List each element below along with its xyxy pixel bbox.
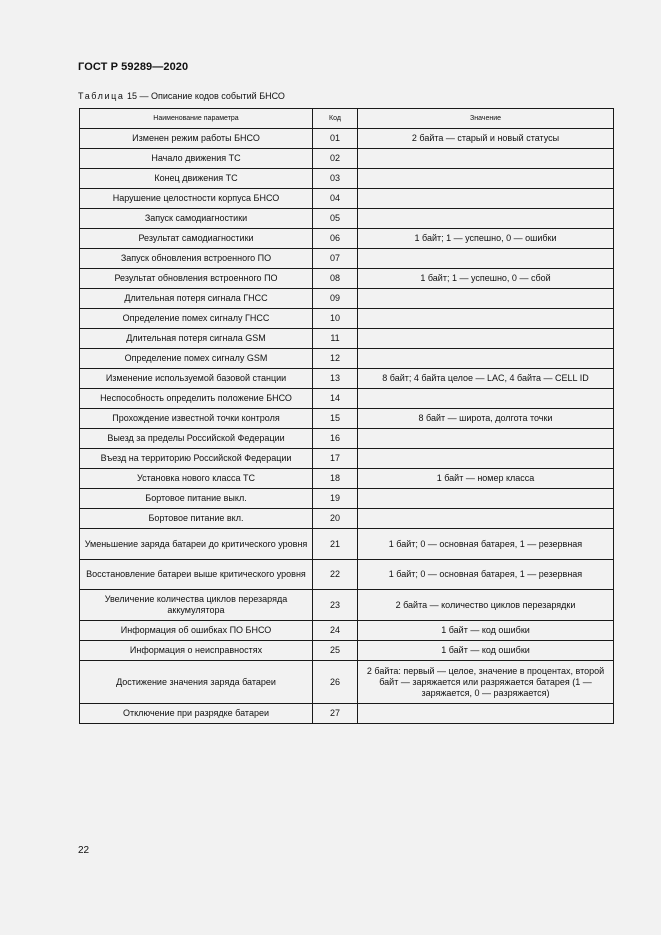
cell-name: Определение помех сигналу ГНСС — [80, 309, 313, 329]
table-row — [80, 641, 614, 661]
cell-value: 1 байт; 1 — успешно, 0 — ошибки — [358, 229, 614, 249]
cell-code: 27 — [313, 704, 358, 724]
cell-name: Изменение используемой базовой станции — [80, 369, 313, 389]
table-row — [80, 661, 614, 704]
cell-code: 22 — [313, 560, 358, 590]
cell-name: Информация о неисправностях — [80, 641, 313, 661]
cell-code: 18 — [313, 469, 358, 489]
table-row — [80, 209, 614, 229]
table-row — [80, 429, 614, 449]
table-row — [80, 704, 614, 724]
table-row — [80, 349, 614, 369]
table-row — [80, 409, 614, 429]
cell-value: 1 байт; 1 — успешно, 0 — сбой — [358, 269, 614, 289]
cell-value: 2 байта — количество циклов перезарядки — [358, 590, 614, 621]
table-row — [80, 289, 614, 309]
cell-code: 06 — [313, 229, 358, 249]
table-row — [80, 329, 614, 349]
column-header-code: Код — [313, 109, 358, 129]
cell-value — [358, 289, 614, 309]
cell-name: Конец движения ТС — [80, 169, 313, 189]
cell-value: 1 байт; 0 — основная батарея, 1 — резервная — [358, 560, 614, 590]
cell-code: 25 — [313, 641, 358, 661]
cell-code: 09 — [313, 289, 358, 309]
cell-name: Результат самодиагностики — [80, 229, 313, 249]
cell-name: Запуск обновления встроенного ПО — [80, 249, 313, 269]
cell-name: Нарушение целостности корпуса БНСО — [80, 189, 313, 209]
table-row — [80, 389, 614, 409]
table-body — [80, 129, 614, 724]
table-row — [80, 529, 614, 560]
cell-code: 24 — [313, 621, 358, 641]
table-caption-label: Таблица — [78, 91, 125, 101]
cell-value: 2 байта: первый — целое, значение в процентах, второй байт — заряжается или разряжается батарея (1 — заряжается, 0 — разряжается) — [358, 661, 614, 704]
cell-value — [358, 329, 614, 349]
table-row — [80, 229, 614, 249]
cell-name: Выезд за пределы Российской Федерации — [80, 429, 313, 449]
cell-value: 1 байт — код ошибки — [358, 641, 614, 661]
cell-code: 12 — [313, 349, 358, 369]
table-row — [80, 169, 614, 189]
cell-name: Запуск самодиагностики — [80, 209, 313, 229]
table-row — [80, 269, 614, 289]
cell-code: 19 — [313, 489, 358, 509]
cell-value — [358, 149, 614, 169]
cell-value — [358, 169, 614, 189]
cell-code: 07 — [313, 249, 358, 269]
table-row — [80, 509, 614, 529]
cell-value — [358, 509, 614, 529]
cell-name: Увеличение количества циклов перезаряда аккумулятора — [80, 590, 313, 621]
cell-value — [358, 309, 614, 329]
cell-code: 16 — [313, 429, 358, 449]
cell-name: Восстановление батареи выше критического уровня — [80, 560, 313, 590]
cell-value — [358, 489, 614, 509]
page-number: 22 — [78, 845, 90, 856]
cell-value: 1 байт — код ошибки — [358, 621, 614, 641]
column-header-name: Наименование параметра — [80, 109, 313, 129]
cell-code: 26 — [313, 661, 358, 704]
cell-name: Достижение значения заряда батареи — [80, 661, 313, 704]
event-codes-table — [79, 108, 614, 724]
cell-code: 08 — [313, 269, 358, 289]
cell-name: Результат обновления встроенного ПО — [80, 269, 313, 289]
cell-value: 1 байт — номер класса — [358, 469, 614, 489]
cell-code: 21 — [313, 529, 358, 560]
table-row — [80, 369, 614, 389]
table-row — [80, 449, 614, 469]
table-row — [80, 249, 614, 269]
cell-code: 04 — [313, 189, 358, 209]
cell-code: 01 — [313, 129, 358, 149]
cell-value — [358, 429, 614, 449]
column-header-value: Значение — [358, 109, 614, 129]
cell-code: 05 — [313, 209, 358, 229]
cell-value — [358, 389, 614, 409]
cell-name: Въезд на территорию Российской Федерации — [80, 449, 313, 469]
cell-name: Длительная потеря сигнала GSM — [80, 329, 313, 349]
table-caption — [78, 91, 285, 101]
cell-name: Бортовое питание выкл. — [80, 489, 313, 509]
cell-name: Уменьшение заряда батареи до критического уровня — [80, 529, 313, 560]
table-header-row — [80, 109, 614, 129]
cell-name: Установка нового класса ТС — [80, 469, 313, 489]
table-row — [80, 129, 614, 149]
cell-code: 11 — [313, 329, 358, 349]
table-row — [80, 309, 614, 329]
cell-name: Информация об ошибках ПО БНСО — [80, 621, 313, 641]
cell-value: 1 байт; 0 — основная батарея, 1 — резервная — [358, 529, 614, 560]
cell-name: Начало движения ТС — [80, 149, 313, 169]
cell-code: 15 — [313, 409, 358, 429]
cell-name: Отключение при разрядке батареи — [80, 704, 313, 724]
table-row — [80, 469, 614, 489]
cell-value: 8 байт — широта, долгота точки — [358, 409, 614, 429]
document-code: ГОСТ Р 59289—2020 — [78, 61, 189, 73]
cell-name: Неспособность определить положение БНСО — [80, 389, 313, 409]
cell-value — [358, 704, 614, 724]
table-caption-title: 15 — Описание кодов событий БНСО — [124, 91, 285, 101]
cell-name: Длительная потеря сигнала ГНСС — [80, 289, 313, 309]
cell-value: 8 байт; 4 байта целое — LAC, 4 байта — CELL ID — [358, 369, 614, 389]
cell-name: Изменен режим работы БНСО — [80, 129, 313, 149]
cell-code: 02 — [313, 149, 358, 169]
cell-code: 17 — [313, 449, 358, 469]
cell-code: 20 — [313, 509, 358, 529]
table-row — [80, 149, 614, 169]
table-row — [80, 621, 614, 641]
cell-code: 03 — [313, 169, 358, 189]
table-row — [80, 489, 614, 509]
table-row — [80, 590, 614, 621]
cell-name: Бортовое питание вкл. — [80, 509, 313, 529]
cell-code: 10 — [313, 309, 358, 329]
cell-value — [358, 209, 614, 229]
cell-code: 14 — [313, 389, 358, 409]
cell-code: 13 — [313, 369, 358, 389]
cell-value: 2 байта — старый и новый статусы — [358, 129, 614, 149]
cell-name: Определение помех сигналу GSM — [80, 349, 313, 369]
table-row — [80, 560, 614, 590]
cell-value — [358, 189, 614, 209]
cell-code: 23 — [313, 590, 358, 621]
cell-name: Прохождение известной точки контроля — [80, 409, 313, 429]
cell-value — [358, 349, 614, 369]
cell-value — [358, 449, 614, 469]
cell-value — [358, 249, 614, 269]
table-row — [80, 189, 614, 209]
